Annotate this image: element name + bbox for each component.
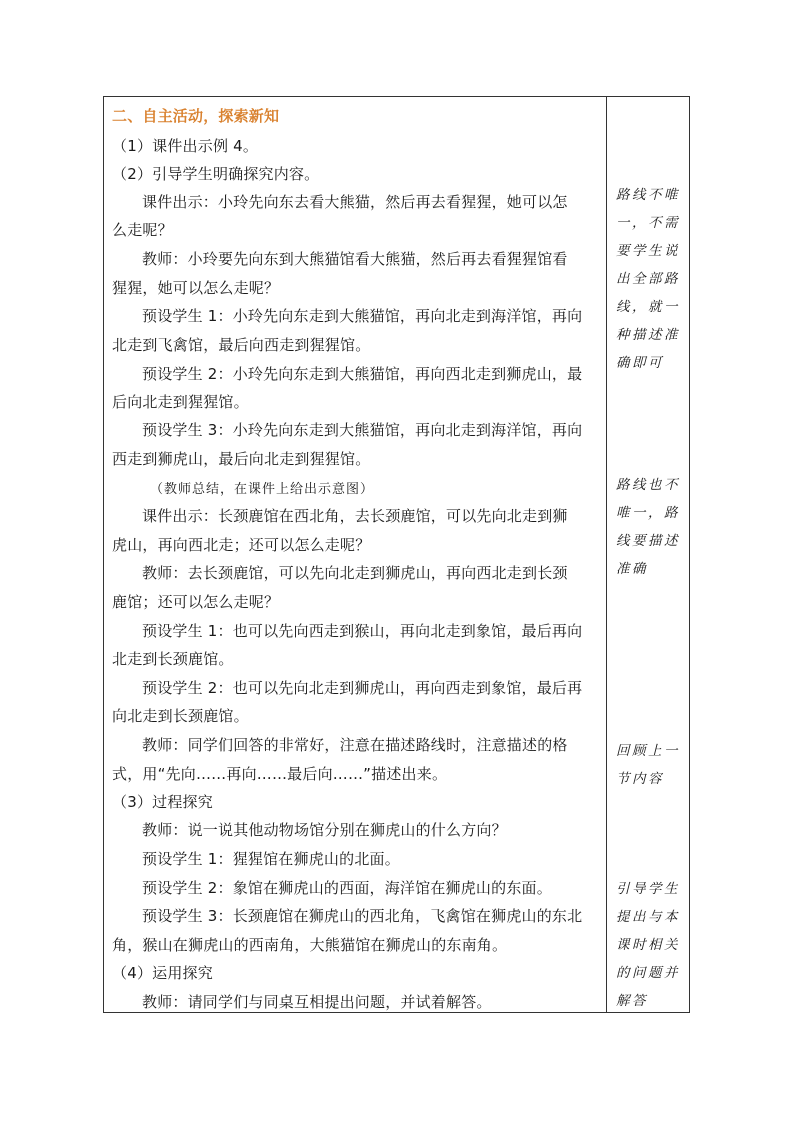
margin-note: 引导学生提出与本课时相关的问题并解答	[616, 881, 680, 1009]
text-line: 向北走到长颈鹿馆。	[112, 707, 249, 725]
margin-note: 路线也不唯一，路线要描述准确	[616, 477, 680, 577]
text-line: （3）过程探究	[112, 793, 213, 811]
text-line: （4）运用探究	[112, 964, 213, 982]
text-line: （2）引导学生明确探究内容。	[112, 165, 320, 183]
text-line: 角，猴山在狮虎山的西南角，大熊猫馆在狮虎山的东南角。	[112, 936, 508, 954]
text-line: （教师总结，在课件上给出示意图）	[150, 482, 375, 497]
text-line: 教师：去长颈鹿馆，可以先向北走到狮虎山，再向西北走到长颈	[142, 564, 568, 582]
text-line: 预设学生 1：猩猩馆在狮虎山的北面。	[142, 850, 400, 868]
text-line: 教师：请同学们与同桌互相提出问题，并试着解答。	[142, 993, 492, 1011]
column-divider	[606, 97, 607, 1012]
section-heading: 二、自主活动，探索新知	[112, 107, 280, 125]
text-line: 教师：小玲要先向东到大熊猫馆看大熊猫，然后再去看猩猩馆看	[142, 250, 568, 268]
margin-note: 回顾上一节内容	[616, 743, 680, 787]
text-line: 预设学生 3：小玲先向东走到大熊猫馆，再向北走到海洋馆，再向	[142, 421, 583, 439]
text-line: 课件出示：小玲先向东去看大熊猫，然后再去看猩猩，她可以怎	[142, 193, 568, 211]
text-line: 式，用“先向……再向……最后向……”描述出来。	[112, 765, 448, 783]
text-line: 虎山，再向西北走；还可以怎么走呢？	[112, 536, 371, 554]
text-line: 猩猩，她可以怎么走呢？	[112, 279, 280, 297]
text-line: 西走到狮虎山，最后向北走到猩猩馆。	[112, 450, 371, 468]
text-line: 预设学生 2：也可以先向北走到狮虎山，再向西走到象馆，最后再	[142, 679, 583, 697]
text-line: 北走到飞禽馆，最后向西走到猩猩馆。	[112, 336, 371, 354]
text-line: 后向北走到猩猩馆。	[112, 393, 249, 411]
text-line: 预设学生 1：也可以先向西走到猴山，再向北走到象馆，最后再向	[142, 622, 583, 640]
margin-note: 路线不唯一，不需要学生说出全部路线，就一种描述准确即可	[616, 187, 680, 371]
text-line: （1）课件出示例 4。	[112, 137, 259, 155]
text-line: 课件出示：长颈鹿馆在西北角，去长颈鹿馆，可以先向北走到狮	[142, 507, 568, 525]
text-line: 教师：同学们回答的非常好，注意在描述路线时，注意描述的格	[142, 736, 568, 754]
text-line: 么走呢？	[112, 221, 173, 239]
text-line: 北走到长颈鹿馆。	[112, 650, 234, 668]
text-line: 预设学生 2：象馆在狮虎山的西面，海洋馆在狮虎山的东面。	[142, 879, 552, 897]
text-line: 预设学生 1：小玲先向东走到大熊猫馆，再向北走到海洋馆，再向	[142, 307, 583, 325]
lesson-table	[103, 96, 690, 1013]
text-line: 教师：说一说其他动物场馆分别在狮虎山的什么方向？	[142, 821, 507, 839]
text-line: 预设学生 3：长颈鹿馆在狮虎山的西北角，飞禽馆在狮虎山的东北	[142, 907, 583, 925]
text-line: 预设学生 2：小玲先向东走到大熊猫馆，再向西北走到狮虎山，最	[142, 365, 583, 383]
text-line: 鹿馆；还可以怎么走呢？	[112, 593, 280, 611]
